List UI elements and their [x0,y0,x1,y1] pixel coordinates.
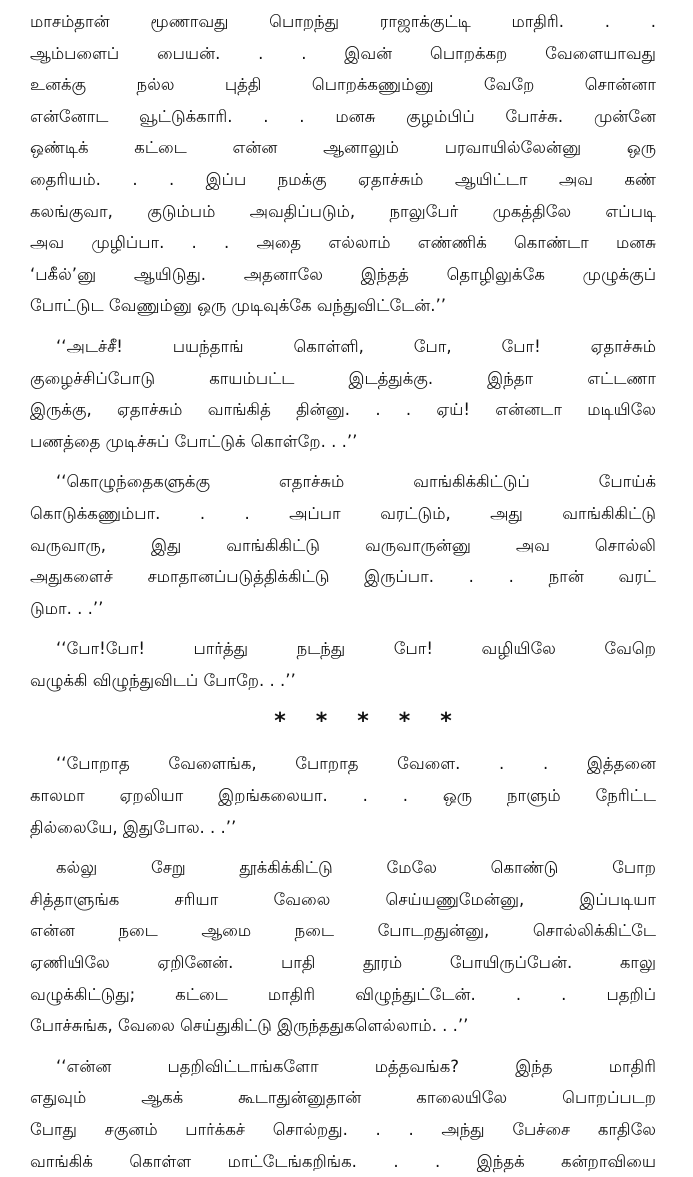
text-line: ‘‘என்ன பதறிவிட்டாங்களோ மத்தவங்க? இந்த மாதிரி [56,1056,656,1076]
text-line: ‘‘போறாத வேளைங்க, போறாத வேளை. . . இத்தனை [56,754,656,774]
paragraph [30,1051,656,1177]
text-line: ஏணியிலே ஏறினேன். பாதி தூரம் போயிருப்பேன். காலு [30,953,656,973]
text-line: காலமா ஏறலியா இறங்கலையா. . . ஒரு நாளும் நேரிட்ட [30,786,656,806]
text-line: பணத்தை முடிச்சுப் போட்டுக் கொள்றே. . .’’ [30,431,358,451]
text-line: அவ முழிப்பா. . . அதை எல்லாம் எண்ணிக் கொண்டா மனசு [30,233,656,253]
text-line: ‘‘கொழுந்தைகளுக்கு எதாச்சும் வாங்கிக்கிட்டுப் போய்க் [56,472,656,492]
text-line: தில்லையே, இதுபோல. . .’’ [30,817,237,837]
text-line: சித்தாளுங்க சரியா வேலை செய்யணுமேன்னு, இப்படியா [30,889,656,909]
text-line: ‘‘போ!போ! பார்த்து நடந்து போ! வழியிலே வேறெ [56,639,656,659]
text-line: குழைச்சிப்போடு காயம்பட்ட இடத்துக்கு. இந்தா எட்டணா [30,368,656,388]
text-line: எதுவும் ஆகக் கூடாதுன்னுதான் காலையிலே பொறப்படற [30,1088,656,1108]
text-line: என்னோட வூட்டுக்காரி. . . மனசு குழம்பிப் போச்சு. முன்னே [30,106,656,126]
paragraph [30,331,656,457]
paragraph [30,748,656,843]
text-line: வழுக்கிட்டுது; கட்டை மாதிரி விழுந்துட்டேன். . . பதறிப் [30,984,656,1004]
paragraph [30,633,656,696]
text-line: அதுகளைச் சமாதானப்படுத்திக்கிட்டு இருப்பா. . . நான் வரட் [30,567,656,587]
text-line: கல்லு சேறு தூக்கிக்கிட்டு மேலே கொண்டு போற [56,858,656,878]
text-line: போச்சுங்க, வேலை செய்துகிட்டு இருந்ததுகளெல்லாம். . .’’ [30,1016,469,1036]
text-line: கலங்குவா, குடும்பம் அவதிப்படும், நாலுபேர் முகத்திலே எப்படி [30,201,656,221]
section-separator [30,705,656,739]
text-line: வழுக்கி விழுந்துவிடப் போறே. . .’’ [30,670,296,690]
text-line: டுமா. . .’’ [30,598,104,618]
text-line: ஒண்டிக் கட்டை என்ன ஆனாலும் பரவாயில்லேன்னு ஒரு [30,138,656,158]
text-line: ‘‘அடச்சீ! பயந்தாங் கொள்ளி, போ, போ! ஏதாச்சும் [56,336,656,356]
separator-star: * [315,709,328,735]
separator-star: * [357,709,369,735]
text-line: ‘பகீல்’னு ஆயிடுது. அதனாலே இந்தத் தொழிலுக்கே முழுக்குப் [30,264,656,284]
text-line: மாசம்தான் மூணாவது பொறந்து ராஜாக்குட்டி மாதிரி. . . [30,12,656,31]
text-line: உனக்கு நல்ல புத்தி பொறக்கணும்னு வேறே சொன்னா [30,75,656,95]
paragraph [30,466,656,624]
text-line: கொடுக்கணும்பா. . . அப்பா வரட்டும், அது வாங்கிகிட்டு [30,503,656,523]
paragraph [30,6,656,322]
text-line: ஆம்பளைப் பையன். . . இவன் பொறக்கற வேளையாவது [30,43,656,63]
text-line: வருவாரு, இது வாங்கிகிட்டு வருவாருன்னு அவ சொல்லி [30,535,656,555]
text-line: என்ன நடை ஆமை நடை போடறதுன்னு, சொல்லிக்கிட்டே [30,921,656,941]
document-page [30,6,656,1177]
text-line: இருக்கு, ஏதாச்சும் வாங்கித் தின்னு. . . ஏய்! என்னடா மடியிலே [30,400,656,420]
separator-star: * [398,709,411,735]
text-line: தைரியம். . . இப்ப நமக்கு ஏதாச்சும் ஆயிட்டா அவ கண் [30,169,656,189]
text-line: வாங்கிக் கொள்ள மாட்டேங்கறிங்க. . . இந்தக் கன்றாவியை [30,1151,656,1171]
paragraph [30,852,656,1042]
separator-star: * [440,709,452,735]
separator-star: * [274,709,286,735]
text-line: போது சகுனம் பார்க்கச் சொல்றது. . . அந்து பேச்சை காதிலே [30,1120,656,1139]
text-line: போட்டுட வேணும்னு ஒரு முடிவுக்கே வந்துவிட்டேன்.’’ [30,296,447,316]
